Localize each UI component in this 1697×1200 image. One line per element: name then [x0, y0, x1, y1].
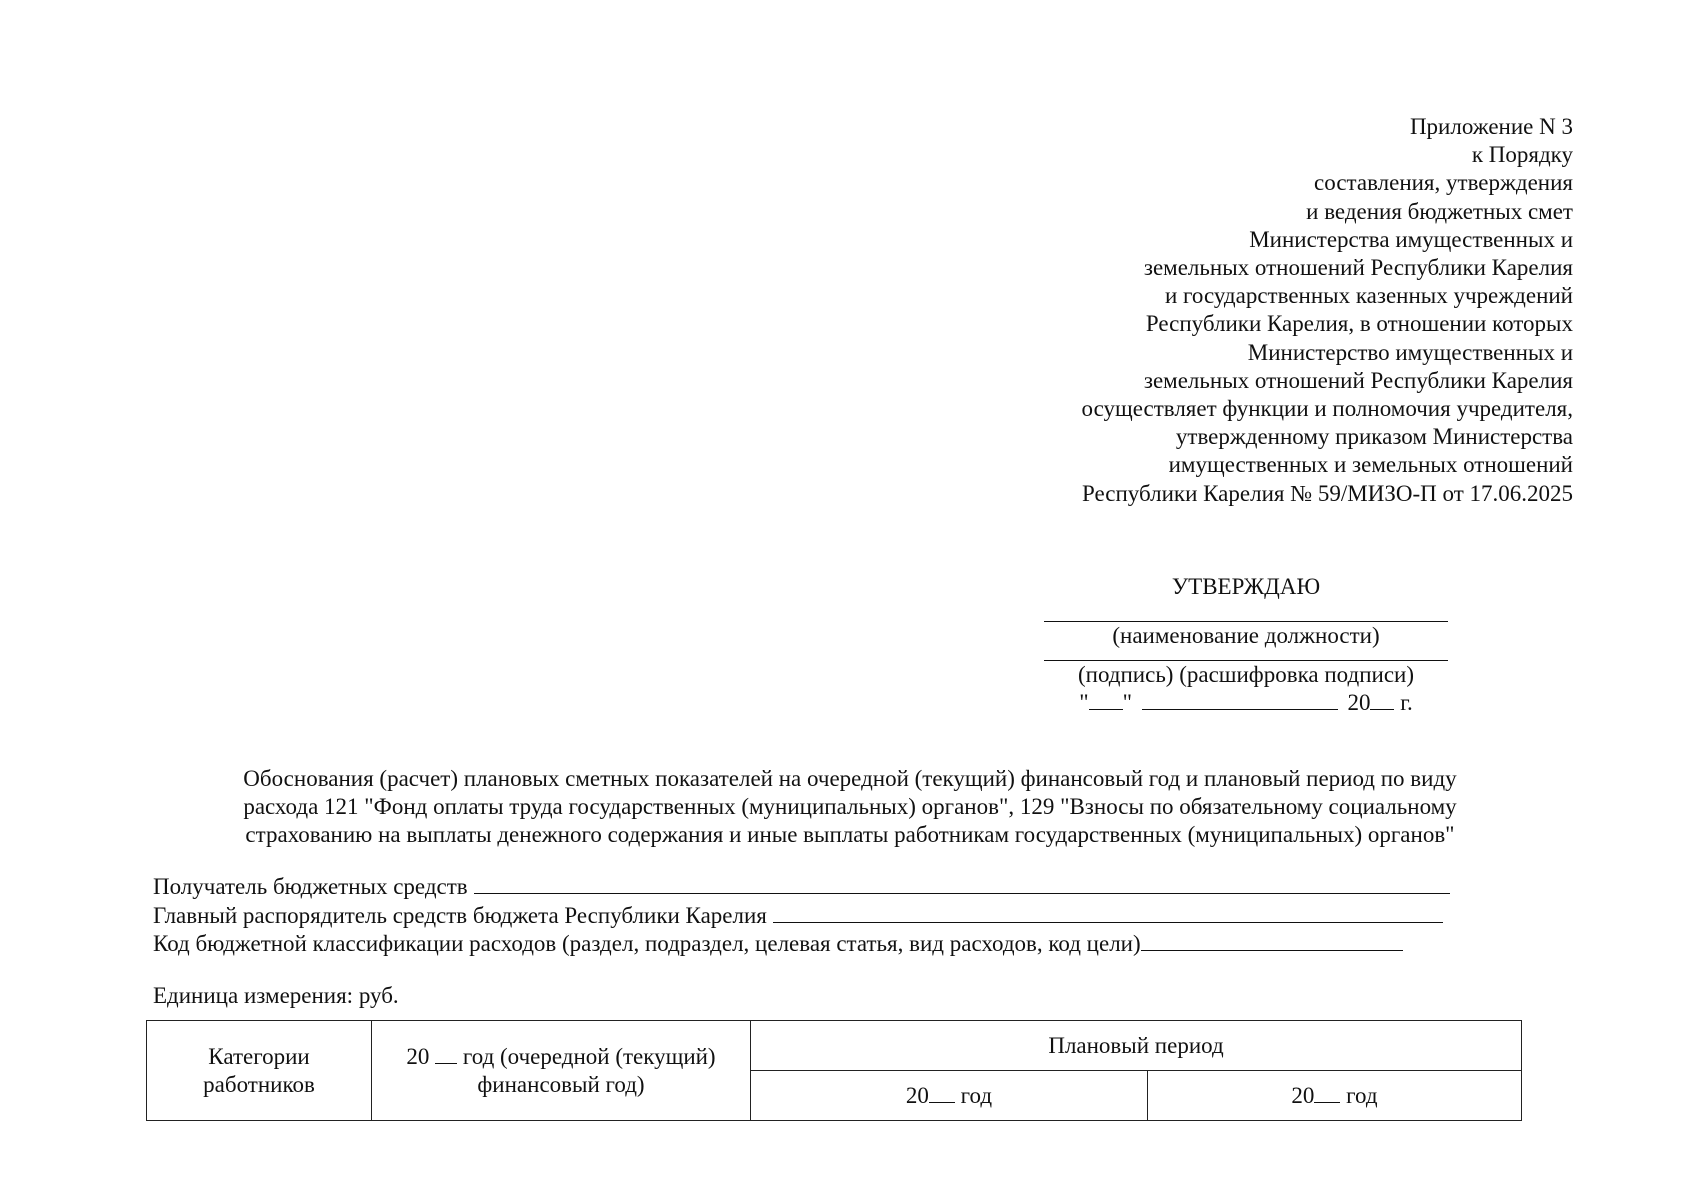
appendix-line: имущественных и земельных отношений: [1168, 452, 1573, 478]
date-open-quote: ": [1079, 690, 1089, 715]
appendix-line: Министерства имущественных и: [1249, 226, 1573, 252]
recipient-blank[interactable]: [474, 873, 1450, 894]
date-close-quote: ": [1122, 690, 1132, 715]
date-year-blank[interactable]: [1370, 691, 1394, 710]
appendix-line: составления, утверждения: [1314, 170, 1573, 196]
unit-label: Единица измерения: руб.: [153, 983, 399, 1008]
appendix-line: Республики Карелия № 59/МИЗО-П от 17.06.2025: [1082, 480, 1573, 506]
approval-block: [1044, 573, 1448, 717]
title-line: Обоснования (расчет) плановых сметных показателей на очередной (текущий) финансовый год и плановый период по виду: [243, 766, 1457, 791]
date-year-prefix: 20: [1347, 690, 1371, 715]
budget-code-field: [153, 930, 1450, 959]
date-month-blank[interactable]: [1142, 691, 1338, 710]
header-categories: [147, 1021, 372, 1121]
appendix-line: Приложение N 3: [1409, 114, 1573, 139]
planned-year-2-prefix: 20: [1291, 1082, 1315, 1108]
document-fields: [153, 873, 1450, 959]
appendix-line: Министерство имущественных и: [1247, 339, 1573, 365]
approval-date: [1044, 689, 1448, 717]
budget-code-blank[interactable]: [1141, 930, 1403, 951]
approve-word: УТВЕРЖДАЮ: [1171, 574, 1321, 599]
planned-year-2-suffix: год: [1346, 1082, 1378, 1108]
title-line: страхованию на выплаты денежного содержания и иные выплаты работникам государственных (муниципальных) органов": [245, 822, 1455, 847]
recipient-label: Получатель бюджетных средств: [153, 874, 468, 899]
appendix-line: осуществляет функции и полномочия учредителя,: [1081, 396, 1573, 422]
header-current-year: [372, 1021, 751, 1121]
recipient-field: [153, 873, 1450, 902]
document-title: [150, 765, 1550, 849]
categories-line2: работников: [203, 1071, 315, 1097]
appendix-line: и ведения бюджетных смет: [1306, 198, 1573, 224]
main-manager-field: [153, 902, 1450, 931]
current-year-line2: финансовый год): [477, 1071, 645, 1097]
header-planned-period: Плановый период: [751, 1021, 1522, 1071]
current-year-suffix: год (очередной (текущий): [462, 1043, 716, 1069]
appendix-line: земельных отношений Республики Карелия: [1143, 255, 1573, 281]
planned-year-2-blank[interactable]: [1314, 1084, 1340, 1103]
main-manager-blank[interactable]: [773, 902, 1443, 923]
appendix-line: утвержденному приказом Министерства: [1175, 424, 1573, 450]
appendix-line: и государственных казенных учреждений: [1164, 283, 1573, 309]
signature-caption: (подпись) (расшифровка подписи): [1077, 662, 1414, 687]
position-caption: (наименование должности): [1112, 623, 1380, 648]
budget-code-label: Код бюджетной классификации расходов (раздел, подраздел, целевая статья, вид расходов, код цели): [153, 931, 1141, 956]
date-year-suffix: г.: [1394, 690, 1413, 715]
planned-year-1-blank[interactable]: [929, 1084, 955, 1103]
current-year-prefix: 20: [406, 1043, 430, 1069]
categories-line1: Категории: [208, 1043, 310, 1069]
planned-year-1-suffix: год: [960, 1082, 993, 1108]
estimate-table: [146, 1020, 1522, 1121]
header-planned-year-1: [751, 1071, 1148, 1121]
header-planned-year-2: [1148, 1071, 1522, 1121]
date-day-blank[interactable]: [1089, 691, 1123, 710]
current-year-blank[interactable]: [435, 1045, 457, 1064]
appendix-line: к Порядку: [1471, 142, 1573, 168]
title-line: расхода 121 "Фонд оплаты труда государственных (муниципальных) органов", 129 "Взносы по обязательному социальному: [243, 794, 1457, 819]
appendix-header: [1082, 113, 1573, 508]
appendix-line: земельных отношений Республики Карелия: [1143, 367, 1573, 393]
appendix-line: Республики Карелия, в отношении которых: [1145, 311, 1573, 337]
planned-year-1-prefix: 20: [905, 1082, 929, 1108]
current-year-line1: [372, 1043, 750, 1071]
main-manager-label: Главный распорядитель средств бюджета Республики Карелия: [153, 902, 767, 928]
